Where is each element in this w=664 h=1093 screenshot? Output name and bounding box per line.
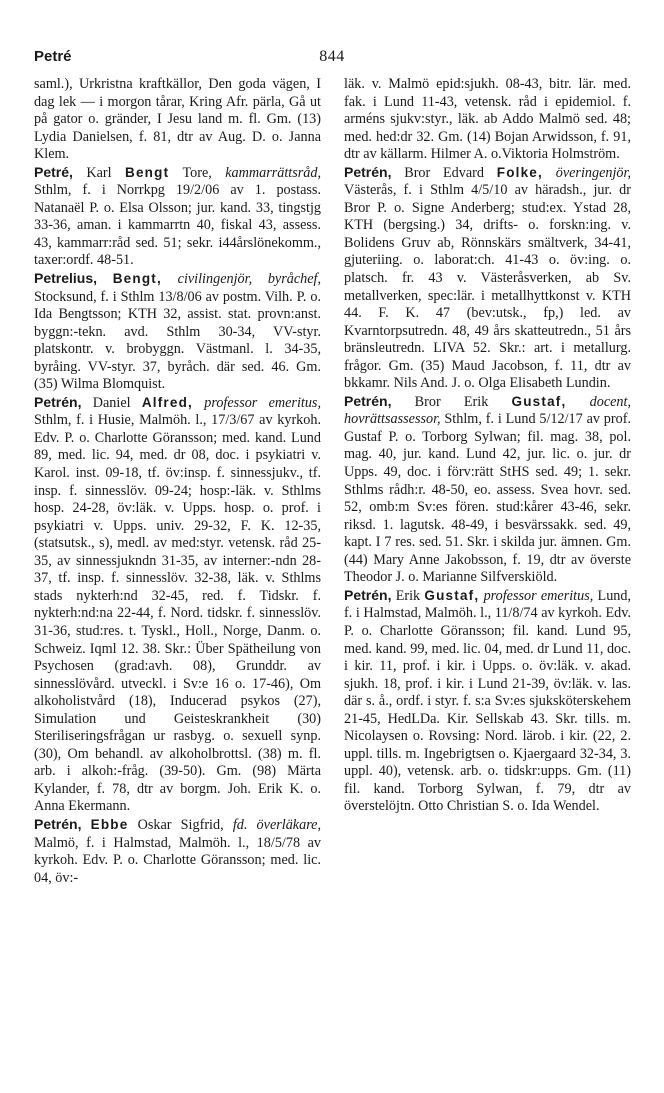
page-header (34, 48, 630, 70)
running-head: Petré (34, 48, 72, 65)
right-column (344, 76, 631, 816)
entry-petre-bengt: Petré, Karl Bengt Tore, kammarrättsråd, Sthlm, f. i Norrkpg 19/2/06 av 1. postass. Natanaël P. o. Elsa Olsson; jur. kand. 33, tingstjg 33-36, aman. i kammarrtn 40, fiskal 43, assess. 43, kammarr:råd sed. 51; sekr. i44årslönekomm., taxer:ordf. 48-51. (34, 163, 322, 269)
entry-petren-folke: Petrén, Bror Edvard Folke, överingenjör, Västerås, f. i Sthlm 4/5/10 av häradsh., jur. dr Bror P. o. Signe Anderberg; stud:ex. Ystad 28, KTH (bergsing.) 34, drifts- o. forskn:ing. v. Bolidens Gruv ab, Rönnskärs smältverk, 34-41, gjuteriing. o. laborat:ch. 41-43 o. öv:ing. o. platsch. fr. 43 v. Västeråsverken, ab Sv. metallverken, spec:lär. i metallhyttkonst v. KTH 44. F. K. 47 (bev:utsk., fp,) led. av Kvarntorpsutredn. 48, 49 års skatteutredn., 51 års bränsleutredn. LIVA 52. Skr.: art. i metallurg. frågor. Gm. (35) Maud Jacobson, f. 11, dtr av bkkamr. Nils And. J. o. Olga Elisabeth Lundin. (344, 163, 631, 392)
page-number: 844 (319, 48, 345, 65)
entry-petren-gustaf-professor: Petrén, Erik Gustaf, professor emeritus, Lund, f. i Halmstad, Malmöh. l., 11/8/74 av kyrkoh. Edv. P. o. Charlotte Göransson; fil. kand. Lund 95, med. kand. 99, med. lic. 04, med. dr Lund 11, doc. i kir. 11, prof. i kir. i Upps. o. öv:läk. v. akad. sjukh. 18, prof. i kir. i Lund 21-39, öv:läk. v. las. där s. å., ordf. i styr. f. s:a Sv:es sjuksköterskehem 21-45, HedLDa. Kir. Sellskab 43. Skr. tills. m. Nicolaysen o. Rovsing: Nord. lärob. i kir. (22, 2. uppl. tills. m. Ingebrigtsen o. Kjaergaard 32-34, 3. uppl. 40), vetensk. arb. o. tidskr:upps. Gm. (11) fil. kand. Torborg Sylwan, f. 79, dtr av överstelöjtn. Otto Christian S. o. Ida Wendel. (344, 586, 632, 815)
entry-continuation: läk. v. Malmö epid:sjukh. 08-43, bitr. lär. med. fak. i Lund 11-43, vetensk. råd i epidemiol. f. arméns sjukv:styr., läk. ab Addo Malmö sed. 48; med. hed:dr 32. Gm. (14) Bojan Arwidsson, f. 91, dtr av källarm. Hilmer A. o.Viktoria Holmström. (344, 76, 631, 163)
entry-petren-alfred: Petrén, Daniel Alfred, professor emeritus, Sthlm, f. i Husie, Malmöh. l., 17/3/67 av kyrkoh. Edv. P. o. Charlotte Göransson; med. kand. Lund 89, med. lic. 94, med. dr 08, doc. i psykiatri v. Karol. inst. 09-18, tf. öv:insp. f. sinnessjukv., tf. insp. f. sinnesslöv. 09-24; hosp:-läk. v. Sthlms hosp. 24-28, öv:läk. v. Upps. hosp. o. prof. i psykiatri v. Upps. univ. 29-32, F. K. 12-35, (statsutsk., s), medl. av med:styr. vetensk. råd 25-35, av sinnessjukndn 31-35, av interner:-ndn 28-37, tf. insp. f. sinnesslöv. 32-38, läk. v. Sthlms stads nykterh:nd 32-45, red. f. Tidskr. f. nykterh:nd:na 22-44, f. Nord. tidskr. f. sinnesslöv. 31-36, stud:res. t. Tyskl., Holl., Norge, Danm. o. Schweiz. Iqml 12. 38. Skr.: Über Spätheilung von Psychosen (grad:avh. 08), Grunddr. av sinnesslövård. utveckl. i Sv:e 16 o. 17-46), Om alkoholistvård (18), Inducerad psykos (27), Simulation und Geisteskrankheit (30) Steriliseringsfrågan ur rasbyg. o. sexuell synp. (30), Om behandl. av alkoholbrottsl. (38) m. fl. arb. i alkoh:-fråg. (39-50). Gm. (98) Märta Kylander, f. 78, dtr av borgm. Joh. Erik K. o. Anna Ekermann. (34, 393, 321, 815)
entry-petren-gustaf-docent: Petrén, Bror Erik Gustaf, docent, hovrättsassessor, Sthlm, f. i Lund 5/12/17 av prof. Gustaf P. o. Torborg Sylwan; fil. mag. 38, pol. mag. 40, jur. kand. Lund 42, jur. lic. o. jur. dr Upps. 49, doc. i förv:rätt StHS sed. 49; 1. sekr. Sthlms rådh:r. 48-50, eo. assess. Svea hovr. sed. 52, omb:m Sv:es fören. stud:kårer 43-46, sekr. riksd. 1. lagutsk. 48-49, i besvärssakk. sed. 49, kapt. I 7 res. sed. 51. Skr. i skilda jur. ämnen. Gm. (44) Mary Anne Jakobsson, f. 19, dtr av överste Theodor J. o. Marianne Silfverskiöld. (344, 392, 631, 586)
entry-petrelius-bengt: Petrelius, Bengt, civilingenjör, byråchef, Stocksund, f. i Sthlm 13/8/06 av postm. Vilh. P. o. Ida Bengtsson; KTH 32, assist. stat. provn:anst. byggn:-tekn. avd. Sthlm 30-34, VV-styr. platskontr. v. brobyggn. Västmanl. l. 34-35, byråing. VV-styr. 37, byråch. där sed. 46. Gm. (35) Wilma Blomquist. (34, 270, 321, 393)
entry-petren-ebbe: Petrén, Ebbe Oskar Sigfrid, fd. överläkare, Malmö, f. i Halmstad, Malmöh. l., 18/5/78 av kyrkoh. Edv. P. o. Charlotte Göransson; med. lic. 04, öv:- (34, 815, 322, 886)
left-column (34, 76, 321, 887)
entry-continuation: saml.), Urkristna kraftkällor, Den goda vägen, I dag lek — i morgon tårar, Kring Afr. pärla, Gå ut på gator o. gränder, I Jesu land m. fl. Gm. (13) Lydia Danielsen, f. 81, dtr av Aug. D. o. Janna Klem. (34, 76, 321, 163)
